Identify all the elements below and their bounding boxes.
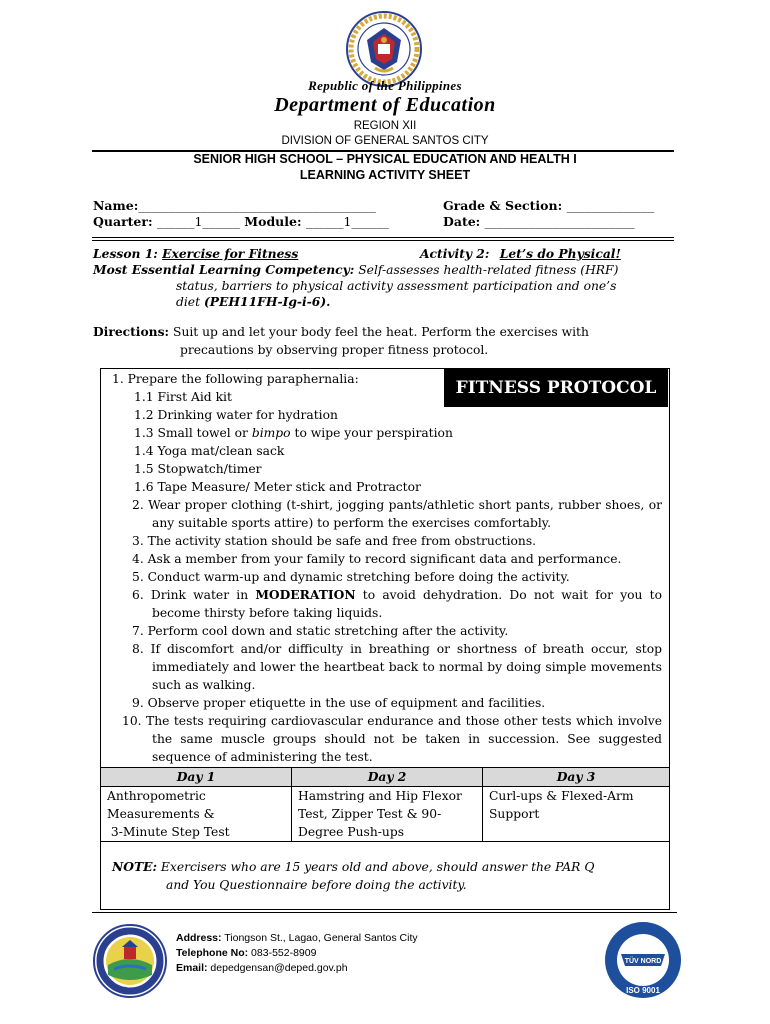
melc-text-1: Self-assesses health-related fitness (HRF) — [354, 263, 619, 277]
lesson-title: Exercise for Fitness — [162, 246, 299, 261]
name-label: Name: — [93, 198, 139, 213]
fitness-protocol-badge: FITNESS PROTOCOL — [444, 369, 668, 407]
melc-text-3: diet — [176, 295, 201, 309]
sheet-title: SENIOR HIGH SCHOOL – PHYSICAL EDUCATION AND HEALTH I — [193, 152, 577, 166]
tuv-iso-logo — [603, 920, 683, 1000]
directions-line-2: precautions by observing proper fitness protocol. — [180, 343, 489, 357]
lesson-label: Lesson 1: — [93, 246, 158, 261]
activity-label: Activity 2: — [420, 246, 490, 261]
list-item — [110, 424, 662, 442]
item6-text-c: to avoid dehydration. Do not wait for you to become thirsty before taking liquids. — [152, 588, 663, 620]
table-header: Day 2 — [292, 768, 483, 787]
day1-cell — [101, 787, 292, 842]
list-item: 7. Perform cool down and static stretching after the activity. — [132, 624, 509, 638]
list-item — [110, 586, 662, 622]
svg-text:TÜV NORD: TÜV NORD — [624, 958, 662, 965]
table-row — [101, 787, 670, 842]
melc-label: Most Essential Learning Competency: — [93, 262, 355, 277]
deped-seal-logo — [345, 10, 423, 88]
quarter-value: ______1______ — [156, 214, 240, 229]
list-item: 1.1 First Aid kit — [134, 390, 232, 404]
quarter-label: Quarter: — [93, 214, 153, 229]
sheet-subtitle: LEARNING ACTIVITY SHEET — [299, 168, 471, 182]
module-label: Module: — [244, 214, 302, 229]
list-item: 5. Conduct warm-up and dynamic stretching before doing the activity. — [132, 570, 570, 584]
sub3-text-c: to wipe your perspiration — [290, 426, 453, 440]
list-item: 1.2 Drinking water for hydration — [134, 408, 338, 422]
test-sequence-table — [100, 767, 670, 842]
phone-line — [176, 947, 316, 959]
grade-label: Grade & Section: — [443, 198, 563, 213]
item6-text-a: 6. Drink water in — [132, 588, 256, 602]
table-cell-line: Hamstring and Hip Flexor — [298, 789, 462, 803]
quarter-field — [93, 214, 389, 229]
address-value: Tiongson St., Lagao, General Santos City — [221, 932, 418, 944]
module-value: ______1______ — [305, 214, 389, 229]
date-field[interactable] — [443, 214, 635, 229]
day3-cell — [483, 787, 670, 842]
phone-label: Telephone No: — [176, 947, 249, 959]
phone-value: 083-552-8909 — [248, 947, 317, 959]
svg-text:ISO 9001: ISO 9001 — [626, 986, 660, 995]
note-line-2: and You Questionnaire before doing the activity. — [166, 878, 467, 892]
name-field[interactable] — [93, 198, 376, 213]
list-item: 4. Ask a member from your family to record significant data and performance. — [132, 552, 622, 566]
region-label: REGION XII — [353, 120, 417, 132]
table-header: Day 3 — [483, 768, 670, 787]
table-cell-line: Support — [489, 807, 540, 821]
list-item: 1.5 Stopwatch/timer — [134, 462, 262, 476]
table-cell-line: Curl-ups & Flexed-Arm — [489, 789, 634, 803]
list-item: 8. If discomfort and/or difficulty in breathing or shortness of breath occur, stop immediately and lower the heartbeat back to normal by doing simple movements such as walking. — [132, 642, 662, 692]
email-value[interactable]: depedgensan@deped.gov.ph — [207, 962, 348, 974]
fields-divider — [92, 237, 674, 238]
grade-blank[interactable]: ______________ — [566, 198, 655, 213]
list-item: 9. Observe proper etiquette in the use of equipment and facilities. — [132, 696, 546, 710]
sub3-text-b: bimpo — [251, 426, 291, 440]
email-line — [176, 962, 348, 974]
date-blank[interactable]: ________________________ — [484, 214, 635, 229]
address-line — [176, 932, 418, 944]
table-cell-line: Measurements & — [107, 807, 215, 821]
division-logo — [92, 923, 168, 999]
melc-line-2: status, barriers to physical activity assessment participation and one’s — [176, 279, 617, 293]
table-cell-line: Anthropometric — [107, 789, 206, 803]
directions-line-1 — [93, 323, 678, 341]
grade-section-field[interactable] — [443, 198, 654, 213]
fields-divider-2 — [92, 240, 674, 241]
directions-label: Directions: — [93, 324, 170, 339]
melc-code: (PEH11FH-Ig-i-6). — [203, 294, 331, 309]
note-block — [112, 858, 664, 894]
list-item: 1. Prepare the following paraphernalia: — [112, 372, 359, 386]
division-label: DIVISION OF GENERAL SANTOS CITY — [281, 135, 489, 147]
list-item: 1.6 Tape Measure/ Meter stick and Protractor — [134, 480, 421, 494]
note-text-1: Exercisers who are 15 years old and above, should answer the PAR Q — [157, 860, 595, 874]
list-item: 2. Wear proper clothing (t-shirt, jogging pants/athletic short pants, rubber shoes, or any suitable sports attire) to perform the exercises comfortably. — [132, 498, 662, 530]
date-label: Date: — [443, 214, 481, 229]
name-blank[interactable]: ______________________________________ — [138, 198, 376, 213]
republic-heading: Republic of the Philippines — [308, 78, 462, 93]
table-cell-line: 3-Minute Step Test — [107, 825, 230, 839]
melc-line-3 — [176, 293, 330, 311]
address-label: Address: — [176, 932, 222, 944]
list-item: 10. The tests requiring cardiovascular endurance and those other tests which involve the same muscle groups should not be taken in succession. See suggested sequence of administering the test. — [122, 714, 662, 764]
list-item: 3. The activity station should be safe and free from obstructions. — [132, 534, 537, 548]
department-heading: Department of Education — [274, 94, 496, 116]
sub3-text-a: 1.3 Small towel or — [134, 426, 252, 440]
table-cell-line: Degree Push-ups — [298, 825, 405, 839]
table-header-row — [101, 768, 670, 787]
directions-text-1: Suit up and let your body feel the heat. Perform the exercises with — [173, 325, 589, 339]
day2-cell — [292, 787, 483, 842]
email-label: Email: — [176, 962, 208, 974]
table-header: Day 1 — [101, 768, 292, 787]
table-cell-line: Test, Zipper Test & 90- — [298, 807, 442, 821]
footer-divider — [92, 912, 677, 913]
list-item: 1.4 Yoga mat/clean sack — [134, 444, 285, 458]
note-label: NOTE: — [112, 859, 158, 874]
protocol-list — [110, 370, 662, 766]
activity-title: Let’s do Physical! — [499, 246, 621, 261]
item6-text-b: MODERATION — [255, 587, 356, 602]
note-line-1 — [112, 858, 664, 876]
